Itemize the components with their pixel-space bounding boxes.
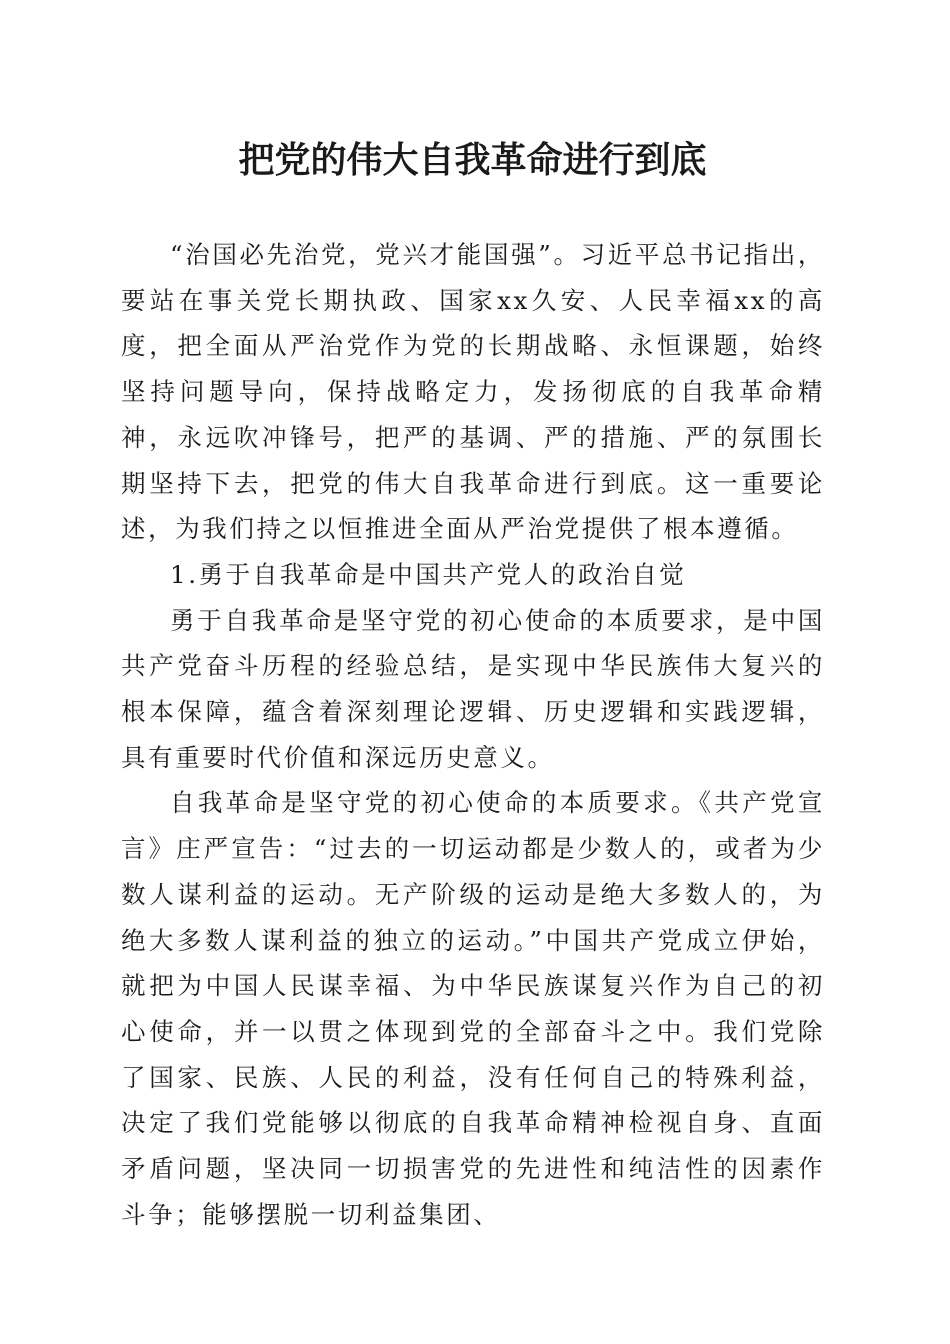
document-body [121, 232, 825, 1237]
paragraph-intro: “治国必先治党，党兴才能国强”。习近平总书记指出，要站在事关党长期执政、国家xx久安、人民幸福xx的高度，把全面从严治党作为党的长期战略、永恒课题，始终坚持问题导向，保持战略定力，发扬彻底的自我革命精神，永远吹冲锋号，把严的基调、严的措施、严的氛围长期坚持下去，把党的伟大自我革命进行到底。这一重要论述，为我们持之以恒推进全面从严治党提供了根本遵循。 [121, 240, 825, 544]
paragraph-section-1-summary: 勇于自我革命是坚守党的初心使命的本质要求，是中国共产党奋斗历程的经验总结，是实现中华民族伟大复兴的根本保障，蕴含着深刻理论逻辑、历史逻辑和实践逻辑，具有重要时代价值和深远历史意义。 [121, 605, 825, 772]
paragraph-section-1-detail: 自我革命是坚守党的初心使命的本质要求。《共产党宣言》庄严宣告：“过去的一切运动都是少数人的，或者为少数人谋利益的运动。无产阶级的运动是绝大多数人的，为绝大多数人谋利益的独立的运动。”中国共产党成立伊始，就把为中国人民谋幸福、为中华民族谋复兴作为自己的初心使命，并一以贯之体现到党的全部奋斗之中。我们党除了国家、民族、人民的利益，没有任何自己的特殊利益，决定了我们党能够以彻底的自我革命精神检视自身、直面矛盾问题，坚决同一切损害党的先进性和纯洁性的因素作斗争；能够摆脱一切利益集团、 [121, 788, 825, 1229]
document-title: 把党的伟大自我革命进行到底 [238, 139, 707, 181]
section-heading-1: 1.勇于自我革命是中国共产党人的政治自觉 [170, 559, 687, 589]
